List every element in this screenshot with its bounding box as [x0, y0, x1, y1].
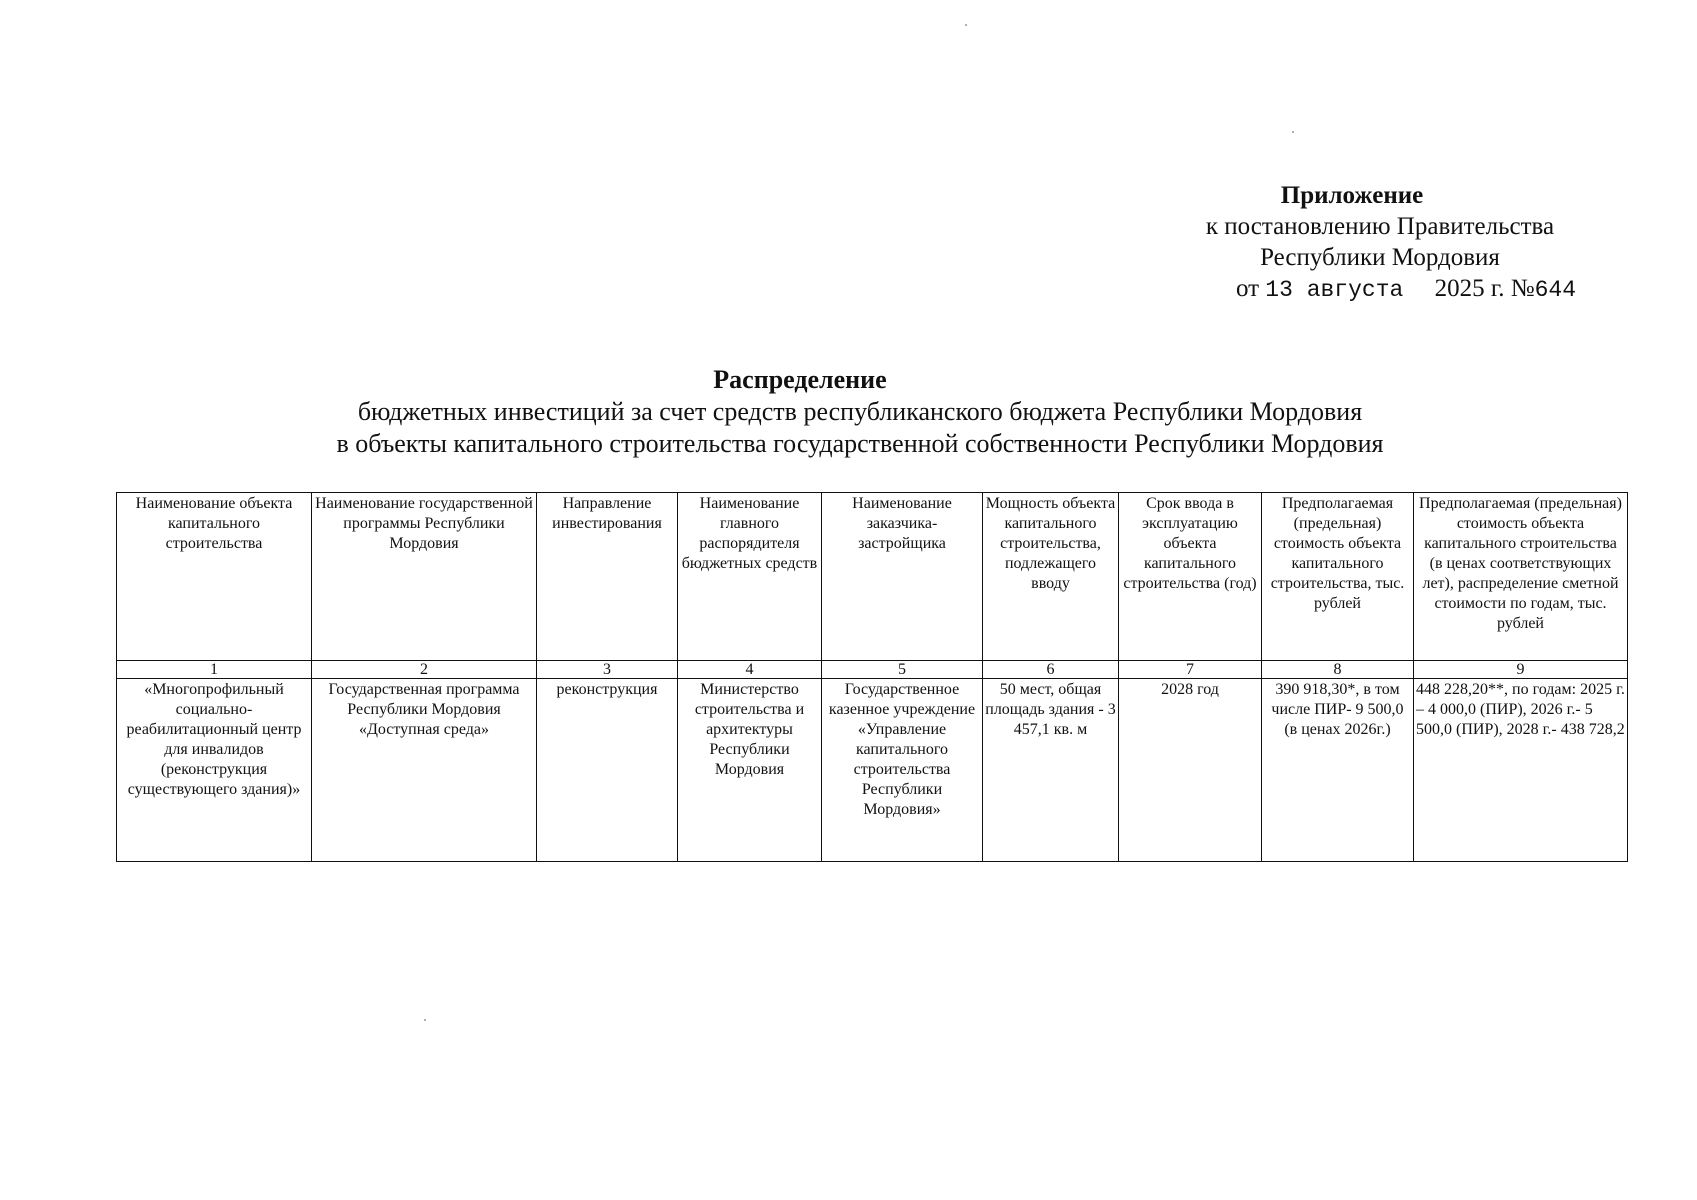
cell-investment-direction: реконструкция — [537, 679, 678, 862]
header-budget-manager: Наименование главного распорядителя бюджетных средств — [678, 493, 822, 661]
column-number: 6 — [983, 661, 1119, 679]
header-investment-direction: Направление инвестирования — [537, 493, 678, 661]
header-program-name: Наименование государственной программы Республики Мордовия — [312, 493, 537, 661]
column-number: 1 — [117, 661, 312, 679]
cell-program-name: Государственная программа Республики Мордовия «Доступная среда» — [312, 679, 537, 862]
header-customer-developer: Наименование заказчика-застройщика — [822, 493, 983, 661]
column-number: 9 — [1414, 661, 1628, 679]
table-number-row — [117, 661, 1628, 679]
cell-object-name: «Многопрофильный социально-реабилитационный центр для инвалидов (реконструкция существующего здания)» — [117, 679, 312, 862]
column-number: 5 — [822, 661, 983, 679]
cell-estimated-cost: 390 918,30*, в том числе ПИР- 9 500,0 (в ценах 2026г.) — [1262, 679, 1414, 862]
column-number: 4 — [678, 661, 822, 679]
cell-cost-by-years: 448 228,20**, по годам: 2025 г. – 4 000,0 (ПИР), 2026 г.- 5 500,0 (ПИР), 2028 г.- 438 728,2 — [1414, 679, 1628, 862]
appendix-date-line — [1212, 273, 1600, 306]
column-number: 7 — [1119, 661, 1262, 679]
header-cost-by-years: Предполагаемая (предельная) стоимость объекта капитального строительства (в ценах соответствующих лет), распределение сметной стоимости по годам, тыс. рублей — [1414, 493, 1628, 661]
header-estimated-cost: Предполагаемая (предельная) стоимость объекта капитального строительства, тыс. рублей — [1262, 493, 1414, 661]
date-value: 13 августа — [1265, 277, 1404, 303]
scan-speck — [965, 24, 967, 26]
date-year: 2025 г. № — [1434, 275, 1535, 302]
document-title: Распределение — [713, 365, 887, 394]
document-title-block — [200, 364, 1520, 460]
decree-number: 644 — [1534, 277, 1577, 303]
cell-capacity: 50 мест, общая площадь здания - 3 457,1 кв. м — [983, 679, 1119, 862]
table-header-row — [117, 493, 1628, 661]
header-commissioning-year: Срок ввода в эксплуатацию объекта капитального строительства (год) — [1119, 493, 1262, 661]
appendix-title: Приложение — [1280, 182, 1424, 209]
cell-commissioning-year: 2028 год — [1119, 679, 1262, 862]
appendix-block — [1160, 180, 1600, 306]
investment-table — [116, 492, 1628, 862]
document-subtitle-1: бюджетных инвестиций за счет средств республиканского бюджета Республики Мордовия — [357, 397, 1363, 426]
scan-speck — [424, 1019, 426, 1021]
date-prefix: от — [1235, 275, 1260, 302]
column-number: 2 — [312, 661, 537, 679]
appendix-line-1: к постановлению Правительства — [1205, 213, 1555, 240]
appendix-line-2: Республики Мордовия — [1260, 244, 1500, 271]
cell-budget-manager: Министерство строительства и архитектуры Республики Мордовия — [678, 679, 822, 862]
scan-speck — [1292, 131, 1294, 133]
header-capacity: Мощность объекта капитального строительства, подлежащего вводу — [983, 493, 1119, 661]
table-row — [117, 679, 1628, 862]
cell-customer-developer: Государственное казенное учреждение «Управление капитального строительства Республики Мордовия» — [822, 679, 983, 862]
column-number: 3 — [537, 661, 678, 679]
document-subtitle-2: в объекты капитального строительства государственной собственности Республики Мордовия — [336, 429, 1384, 458]
column-number: 8 — [1262, 661, 1414, 679]
header-object-name: Наименование объекта капитального строительства — [117, 493, 312, 661]
